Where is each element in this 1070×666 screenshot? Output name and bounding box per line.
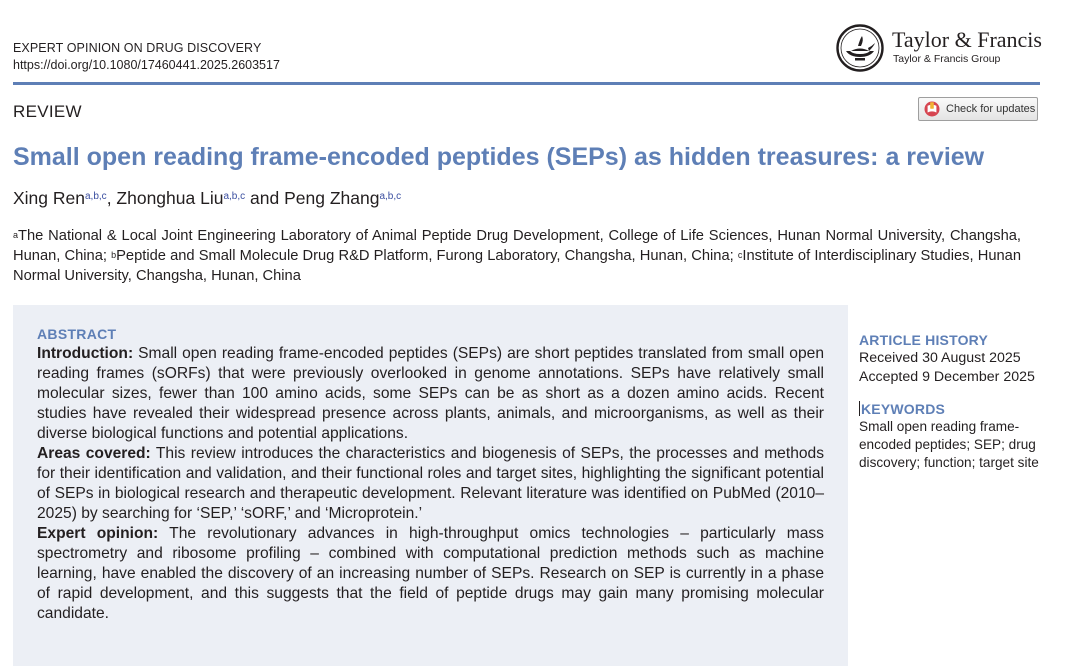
affiliation-text: The National & Local Joint Engineering Laboratory of Animal Peptide Drug Development, College of Life Sciences, Hunan Normal University, Changsha, Hunan, China; (13, 228, 1021, 264)
doi-link[interactable]: https://doi.org/10.1080/17460441.2025.2603517 (13, 58, 280, 72)
author-affiliation-marks: a,b,c (379, 191, 402, 202)
text-cursor (859, 401, 860, 416)
author-separator: and (245, 188, 285, 208)
affiliation-mark: b (111, 250, 117, 260)
keywords-heading-row (859, 400, 1049, 418)
author-name[interactable]: Xing Ren (13, 188, 85, 208)
abstract-areas-covered (37, 444, 824, 524)
taylor-francis-lamp-logo-icon (836, 24, 884, 72)
abstract-section-label: Areas covered: (37, 445, 151, 462)
author-name[interactable]: Peng Zhang (284, 188, 380, 208)
publisher-brand (836, 24, 1046, 74)
article-history-heading: ARTICLE HISTORY (859, 332, 989, 348)
header-divider (13, 82, 1040, 85)
section-label: REVIEW (13, 102, 82, 121)
abstract-expert-opinion (37, 524, 824, 624)
affiliation-mark: a (13, 230, 19, 240)
keywords-text: Small open reading frame-encoded peptides; SEP; drug discovery; function; target site (859, 419, 1039, 470)
keywords-heading: KEYWORDS (861, 401, 946, 417)
affiliations (13, 226, 1021, 286)
author-separator: , (106, 188, 117, 208)
article-title: Small open reading frame-encoded peptides (SEPs) as hidden treasures: a review (13, 143, 985, 171)
abstract-section-label: Introduction: (37, 345, 134, 362)
keywords-block (859, 400, 1049, 472)
author-affiliation-marks: a,b,c (223, 191, 246, 202)
publisher-group: Taylor & Francis Group (893, 53, 1001, 65)
abstract-introduction (37, 344, 824, 444)
abstract-body (37, 344, 824, 624)
article-sidebar (859, 331, 1049, 472)
affiliation-mark: c (737, 250, 743, 260)
accepted-date: Accepted 9 December 2025 (859, 369, 1035, 385)
received-date: Received 30 August 2025 (859, 350, 1021, 366)
check-for-updates-label: Check for updates (946, 103, 1036, 115)
abstract-section-text: The revolutionary advances in high-throughput omics technologies – particularly mass spectrometry and ribosome profiling – combined with computational prediction methods such as machine learning, have enabled the discovery of an increasing number of SEPs. Research on SEP is currently in a phase of rapid development, and this suggests that the field of peptide drugs may gain many promising molecular candidate. (37, 525, 824, 622)
affiliation-text: Institute of Interdisciplinary Studies, Hunan Normal University, Changsha, Hunan, China (13, 248, 1021, 284)
affiliation-text: Peptide and Small Molecule Drug R&D Platform, Furong Laboratory, Changsha, Hunan, China; (116, 248, 738, 264)
author-list (13, 186, 401, 210)
abstract-box (13, 305, 848, 666)
journal-header (13, 40, 280, 74)
crossmark-icon (924, 101, 940, 117)
abstract-section-label: Expert opinion: (37, 525, 159, 542)
author-affiliation-marks: a,b,c (85, 191, 107, 202)
abstract-section-text: This review introduces the characteristics and biogenesis of SEPs, the processes and methods for their identification and validation, and their functional roles and target sites, highlighting the significant potential of SEPs in biological research and therapeutic development. Relevant literature was identified on PubMed (2010–2025) by searching for ‘SEP,’ ‘sORF,’ and ‘Microprotein.’ (37, 445, 825, 522)
abstract-heading: ABSTRACT (37, 326, 117, 342)
check-for-updates-button[interactable] (918, 97, 1038, 121)
abstract-section-text: Small open reading frame-encoded peptides (SEPs) are short peptides translated from small open reading frames (sORFs) that were previously overlooked in genome annotations. SEPs have relatively small molecular sizes, fewer than 100 amino acids, some SEPs can be as short as a dozen amino acids. Recent studies have revealed their widespread presence across plants, animals, and microorganisms, as well as their diverse biological functions and potential applications. (37, 345, 824, 442)
journal-name: EXPERT OPINION ON DRUG DISCOVERY (13, 41, 262, 55)
author-name[interactable]: Zhonghua Liu (116, 188, 224, 208)
publisher-name: Taylor & Francis (892, 27, 1042, 52)
